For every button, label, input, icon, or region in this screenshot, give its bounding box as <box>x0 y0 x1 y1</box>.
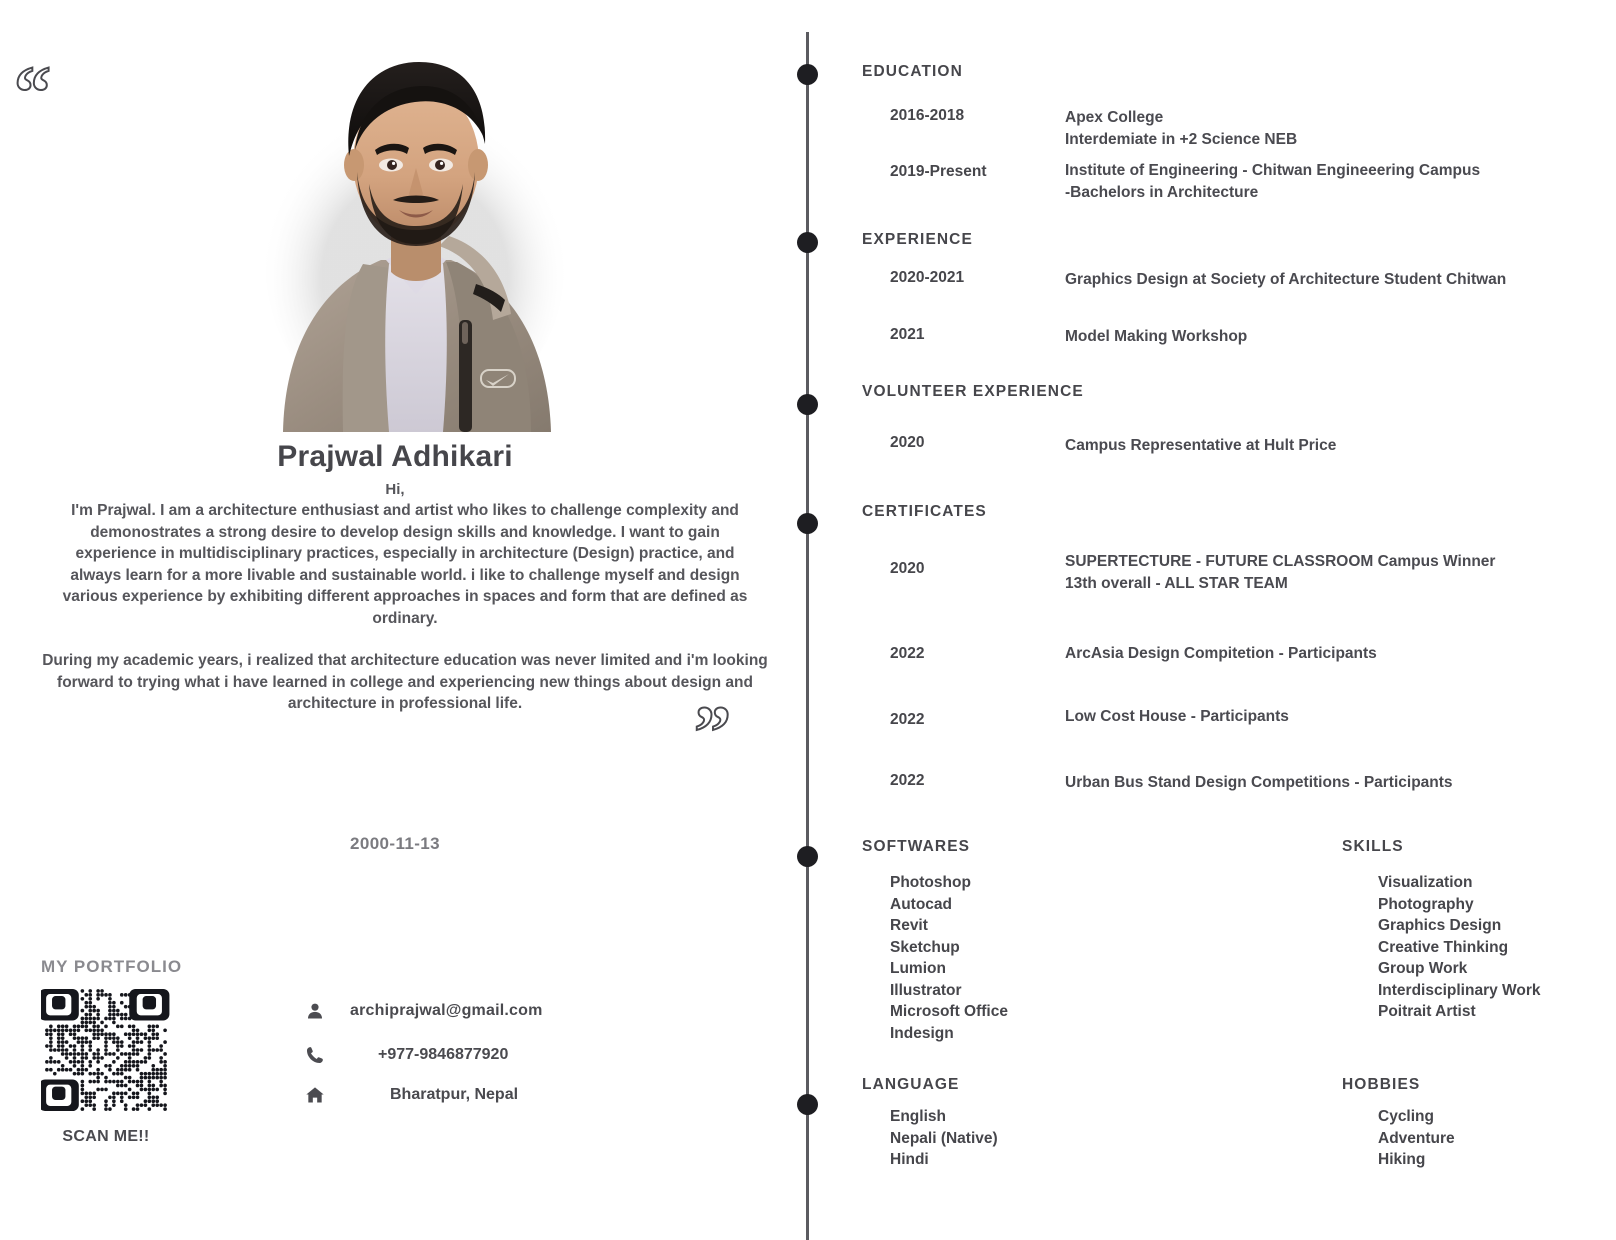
section-heading-experience: EXPERIENCE <box>862 231 973 248</box>
bio-paragraph-2: During my academic years, i realized that architecture education was never limited and i'm looking forward to trying what i have learned in college and experiencing new things about design and architecture in professional life. <box>42 652 768 712</box>
education-entry-line1: Apex College <box>1065 109 1164 126</box>
language-item: Hindi <box>890 1151 929 1168</box>
volunteer-entry-line1: Campus Representative at Hult Price <box>1065 437 1337 454</box>
section-heading-softwares: SOFTWARES <box>862 838 971 855</box>
education-entry-body <box>1065 160 1480 204</box>
contact-address-row[interactable] <box>300 1081 518 1109</box>
education-entry-date: 2016-2018 <box>890 107 965 124</box>
certificate-entry-date: 2022 <box>890 772 925 789</box>
skill-item: Poitrait Artist <box>1378 1003 1476 1020</box>
skills-list <box>1378 872 1541 1023</box>
section-heading-volunteer: VOLUNTEER EXPERIENCE <box>862 383 1084 400</box>
experience-entry-line1: Model Making Workshop <box>1065 328 1248 345</box>
software-item: Autocad <box>890 895 952 913</box>
section-heading-language: LANGUAGE <box>862 1076 960 1093</box>
education-entry-line2: -Bachelors in Architecture <box>1065 184 1259 201</box>
phone-icon <box>300 1042 330 1068</box>
certificate-entry-line1: ArcAsia Design Compitetion - Participants <box>1065 645 1377 662</box>
education-entry-line2: Interdemiate in +2 Science NEB <box>1065 131 1298 148</box>
skill-item: Graphics Design <box>1378 917 1502 934</box>
section-heading-skills: SKILLS <box>1342 838 1404 855</box>
timeline-line <box>806 32 809 1240</box>
email-text: archiprajwal@gmail.com <box>350 1002 543 1019</box>
timeline-dot-softwares <box>797 846 818 867</box>
experience-entry-date: 2020-2021 <box>890 269 965 286</box>
certificate-entry-line1: SUPERTECTURE - FUTURE CLASSROOM Campus Winner <box>1065 553 1496 570</box>
software-item: Illustrator <box>890 981 962 999</box>
education-entry-date: 2019-Present <box>890 163 987 180</box>
greeting-text: Hi, <box>385 481 405 498</box>
language-item: Nepali (Native) <box>890 1129 998 1147</box>
skill-item: Group Work <box>1378 960 1468 977</box>
certificate-entry-line1: Urban Bus Stand Design Competitions - Participants <box>1065 774 1453 791</box>
closing-quote-icon: ” <box>694 692 731 774</box>
hobby-item: Adventure <box>1378 1129 1455 1147</box>
person-icon <box>300 998 330 1024</box>
certificate-entry-line2: 13th overall - ALL STAR TEAM <box>1065 575 1288 592</box>
hobby-item: Hiking <box>1378 1151 1426 1168</box>
skill-item: Interdisciplinary Work <box>1378 981 1541 999</box>
right-column <box>840 0 1616 1240</box>
timeline-dot-language <box>797 1094 818 1115</box>
softwares-list <box>890 872 1008 1044</box>
contact-email-row[interactable] <box>300 997 543 1025</box>
certificate-entry-line1: Low Cost House - Participants <box>1065 708 1289 725</box>
page-title: Prajwal Adhikari <box>277 440 513 473</box>
software-item: Lumion <box>890 960 946 977</box>
timeline-dot-volunteer <box>797 394 818 415</box>
scan-me-label: SCAN ME!! <box>62 1128 150 1145</box>
qr-code[interactable] <box>41 985 171 1115</box>
bio-paragraph-1: I'm Prajwal. I am a architecture enthusiast and artist who likes to challenge complexity and demonostrates a strong desire to develop design skills and knowledge. I want to gain experience in multidisciplinary practices, especially in architecture (Design) practice, and always learn for a more livable and sustainable world. i like to challenge myself and design various experience by exhibiting different approaches in spaces and form that are defined as ordinary. <box>62 502 748 627</box>
profile-photo <box>243 32 588 432</box>
timeline-dot-experience <box>797 232 818 253</box>
software-item: Indesign <box>890 1024 954 1042</box>
timeline-dot-education <box>797 64 818 85</box>
portrait-image <box>243 32 588 432</box>
certificate-entry-date: 2020 <box>890 560 925 577</box>
software-item: Revit <box>890 917 928 934</box>
education-entry-body <box>1065 107 1297 151</box>
home-icon <box>300 1082 330 1108</box>
left-column <box>0 0 790 1240</box>
hobby-item: Cycling <box>1378 1108 1434 1125</box>
software-item: Sketchup <box>890 938 960 956</box>
experience-entry-date: 2021 <box>890 326 925 343</box>
phone-text: +977-9846877920 <box>378 1046 509 1063</box>
language-item: English <box>890 1108 946 1125</box>
skill-item: Creative Thinking <box>1378 938 1509 956</box>
software-item: Microsoft Office <box>890 1003 1008 1020</box>
skill-item: Visualization <box>1378 874 1473 891</box>
education-entry-line1: Institute of Engineering - Chitwan Engineeering Campus <box>1065 162 1481 179</box>
section-heading-education: EDUCATION <box>862 63 963 80</box>
software-item: Photoshop <box>890 874 971 891</box>
section-heading-hobbies: HOBBIES <box>1342 1076 1421 1093</box>
opening-quote-icon: “ <box>14 52 51 134</box>
portfolio-label: MY PORTFOLIO <box>41 957 183 976</box>
certificate-entry-date: 2022 <box>890 711 925 728</box>
skill-item: Photography <box>1378 895 1474 913</box>
contact-phone-row[interactable] <box>300 1041 508 1069</box>
certificate-entry-body <box>1065 551 1495 595</box>
volunteer-entry-date: 2020 <box>890 434 925 451</box>
experience-entry-line1: Graphics Design at Society of Architecture Student Chitwan <box>1065 271 1507 288</box>
language-list <box>890 1106 998 1171</box>
certificate-entry-date: 2022 <box>890 645 925 662</box>
hobbies-list <box>1378 1106 1455 1171</box>
date-of-birth: 2000-11-13 <box>349 834 441 853</box>
timeline-dot-certificates <box>797 513 818 534</box>
section-heading-certificates: CERTIFICATES <box>862 503 987 520</box>
address-text: Bharatpur, Nepal <box>390 1086 519 1103</box>
